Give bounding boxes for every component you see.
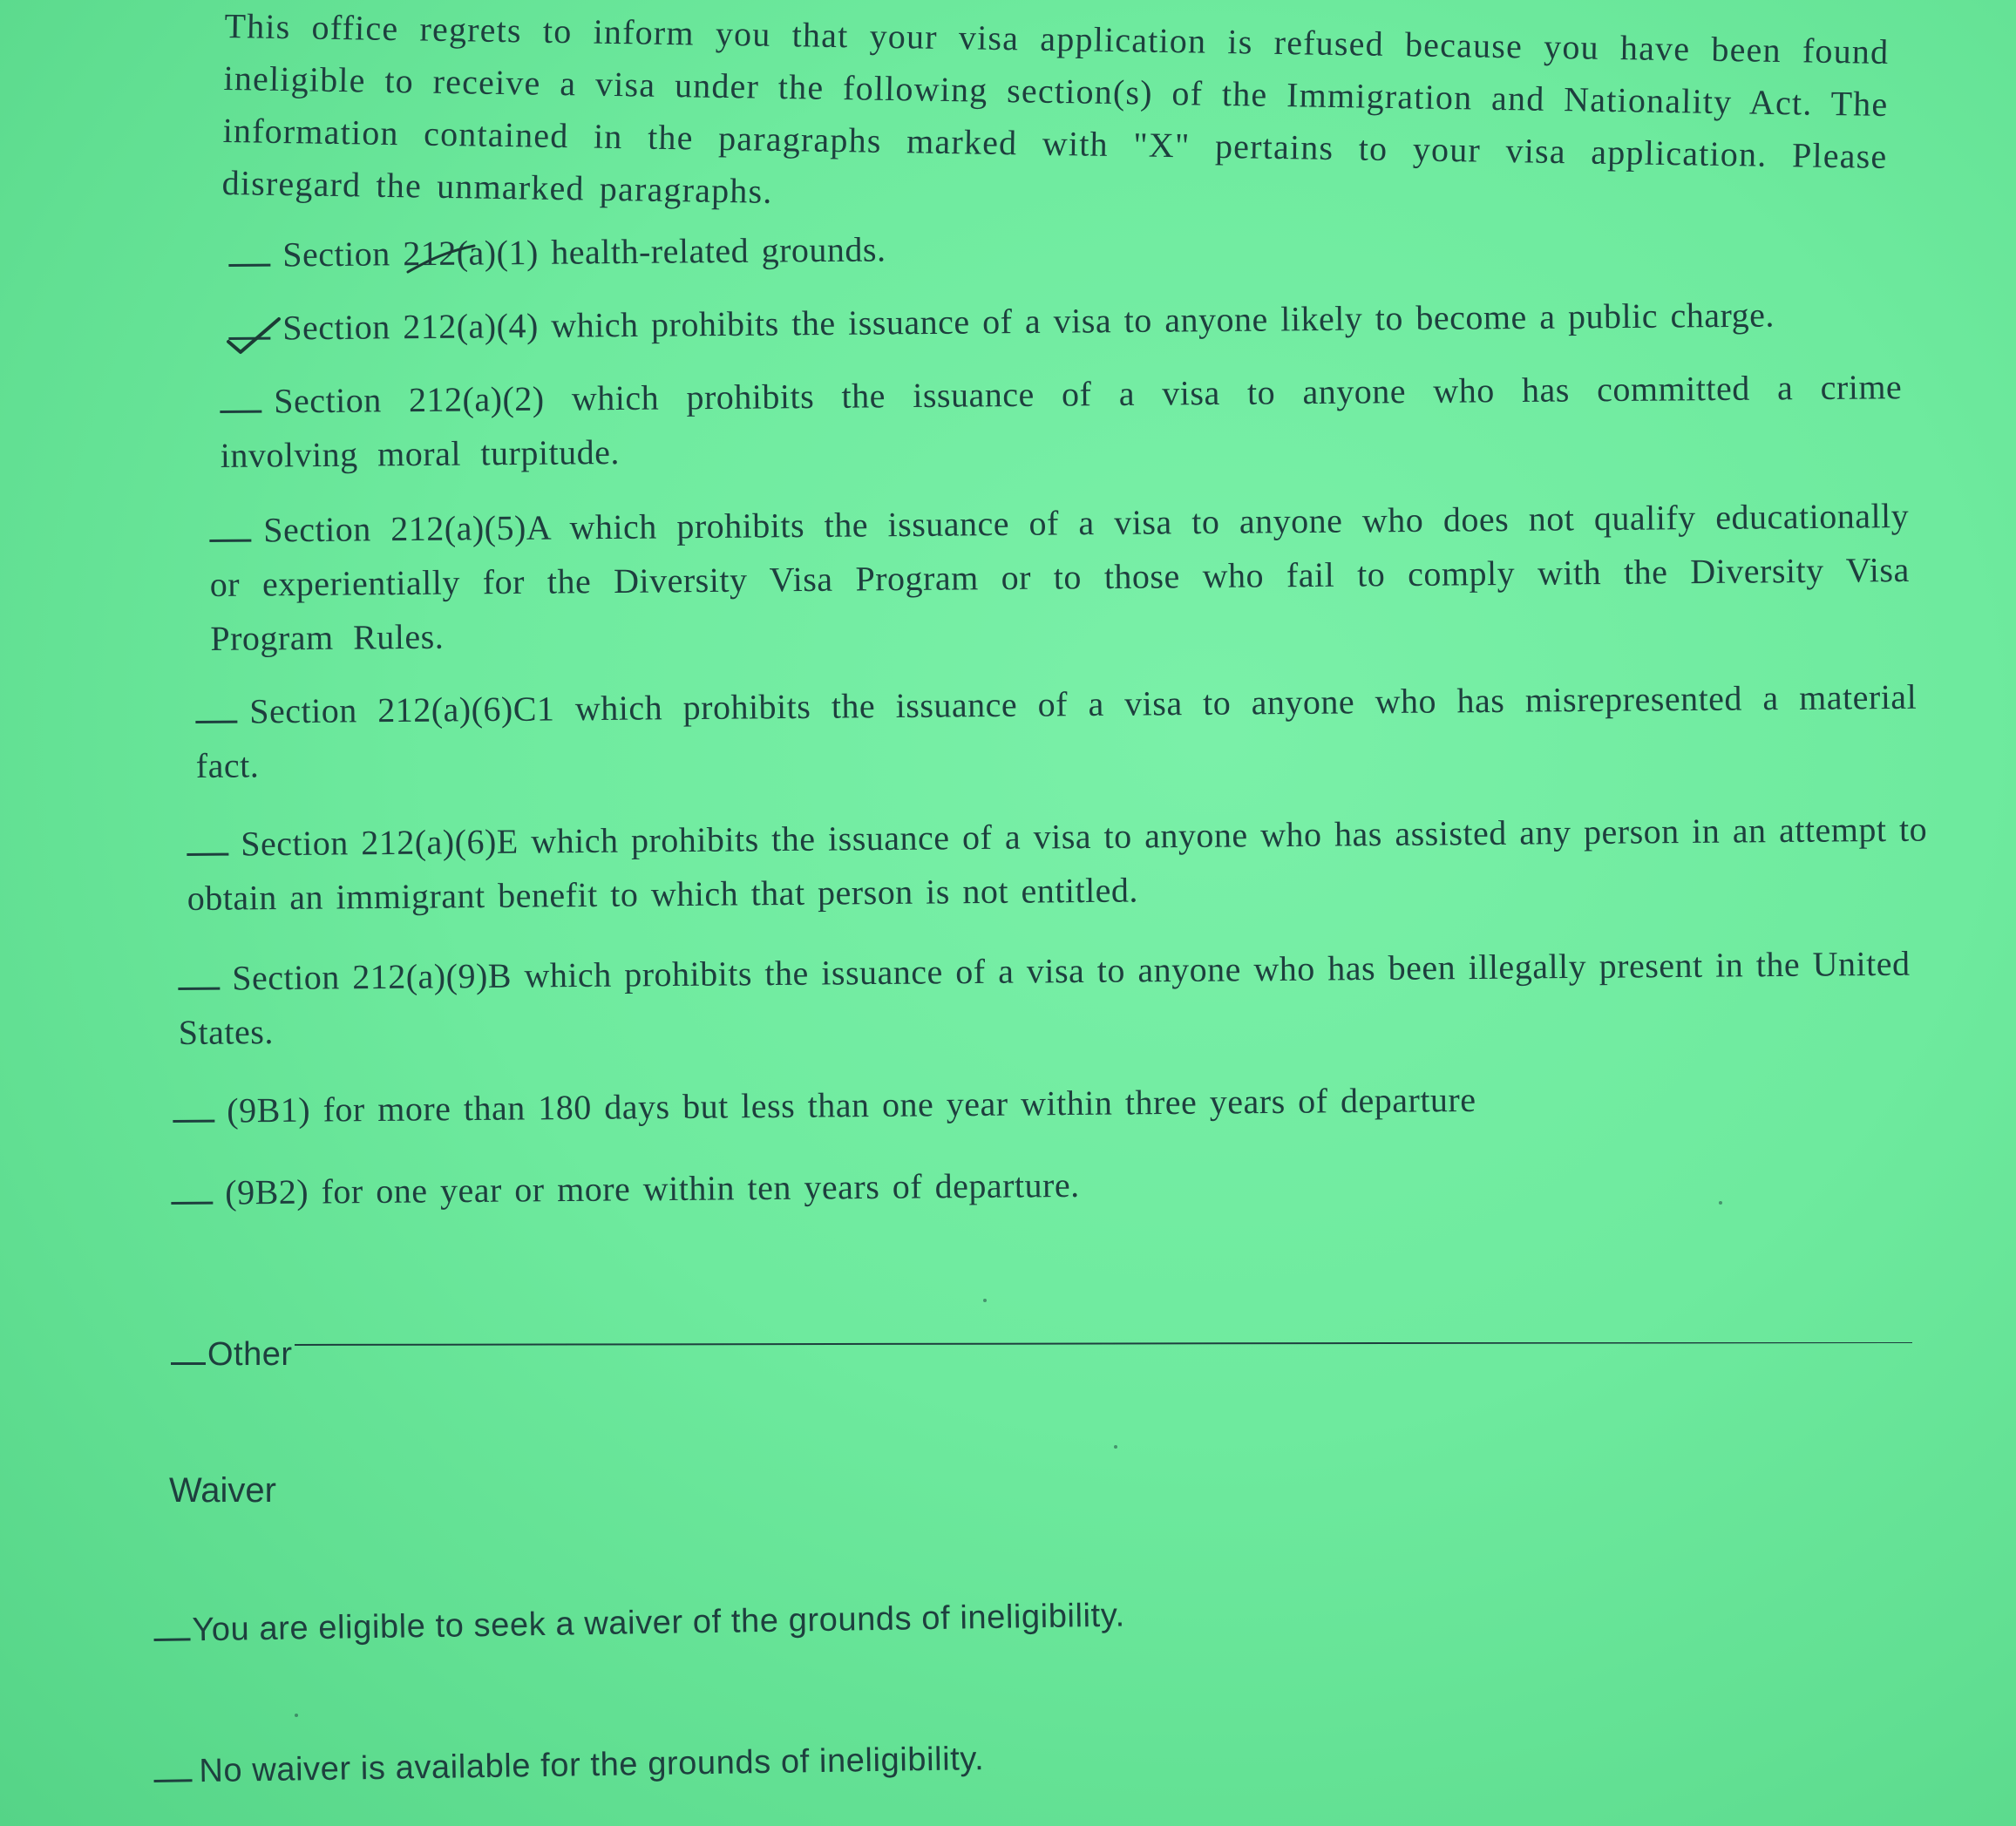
section-text: (9B2) for one year or more within ten years of departure. <box>225 1164 1080 1212</box>
checkbox-blank[interactable] <box>228 261 270 267</box>
checkbox-blank[interactable] <box>178 984 220 990</box>
waiver-heading: Waiver <box>169 1471 276 1510</box>
pen-check-mark-icon <box>223 316 284 356</box>
intro-paragraph: This office regrets to inform you that your visa application is refused because you have been found ineligible to receive a visa under the following section(s) of the Immigration and Nationality Act. The information contained in the paragraphs marked with "X" pertains to your visa application. Please disregard the unmarked paragraphs. <box>221 5 1890 211</box>
section-text: Section 212(a)(6)E which prohibits the issuance of a visa to anyone who has assisted any person in an attempt to obtain an immigrant benefit to which that person is not entitled. <box>187 809 1928 918</box>
checkbox-blank[interactable] <box>173 1117 214 1123</box>
section-212-a-1 <box>228 214 1884 282</box>
waiver-eligible-text: You are eligible to seek a waiver of the grounds of ineligibility. <box>192 1597 1126 1649</box>
section-text: Section 212(a)(5)A which prohibits the issuance of a visa to anyone who does not qualify educationally or experientially for the Diversity Visa Program or to those who fail to comply with the Diversity Visa Program Rules. <box>209 495 1910 658</box>
pen-stroke-icon <box>406 241 476 275</box>
checkbox-blank[interactable] <box>220 407 261 413</box>
paper-speck <box>1719 1201 1722 1205</box>
section-text: Section 212(a)(2) which prohibits the issuance of a visa to anyone who has committed a crime involving moral turpitude. <box>220 367 1903 475</box>
section-212-a-9b <box>178 936 1931 1060</box>
section-9b2 <box>171 1155 1478 1220</box>
waiver-not-available-text: No waiver is available for the grounds of ineligibility. <box>199 1741 985 1790</box>
checkbox-blank[interactable] <box>153 1775 192 1782</box>
section-text: Section 212(a)(9)B which prohibits the issuance of a visa to anyone who has been illegally present in the United States. <box>178 943 1911 1052</box>
waiver-not-available-row <box>153 1737 985 1791</box>
section-212-a-2 <box>220 360 1903 483</box>
checkbox-blank[interactable] <box>195 717 237 723</box>
section-text: Section 212(a)(1) health-related grounds. <box>282 229 886 275</box>
other-row <box>171 1327 519 1381</box>
waiver-eligible-row <box>153 1593 1125 1649</box>
section-212-a-6e <box>187 803 1931 926</box>
checkbox-blank[interactable] <box>187 850 228 856</box>
section-212-a-5a <box>209 489 1911 666</box>
paper-speck <box>1114 1445 1117 1449</box>
section-text: Section 212(a)(4) which prohibits the issuance of a visa to anyone likely to become a public charge. <box>282 295 1775 348</box>
checkbox-blank[interactable] <box>171 1359 206 1365</box>
section-212-a-6c1 <box>195 670 1918 793</box>
section-text: Section 212(a)(6)C1 which prohibits the issuance of a visa to anyone who has misrepresented a material fact. <box>195 676 1918 785</box>
section-9b1 <box>173 1070 1741 1138</box>
other-write-in-line[interactable] <box>295 1342 1912 1346</box>
other-label: Other <box>207 1336 293 1373</box>
checkbox-blank[interactable] <box>171 1198 213 1205</box>
checkbox-blank[interactable] <box>153 1634 190 1641</box>
checkbox-blank[interactable] <box>209 536 251 542</box>
paper-speck <box>983 1299 987 1302</box>
section-text: (9B1) for more than 180 days but less than one year within three years of departure <box>227 1079 1476 1130</box>
paper-speck <box>295 1714 298 1717</box>
section-212-a-4 <box>228 287 1972 356</box>
